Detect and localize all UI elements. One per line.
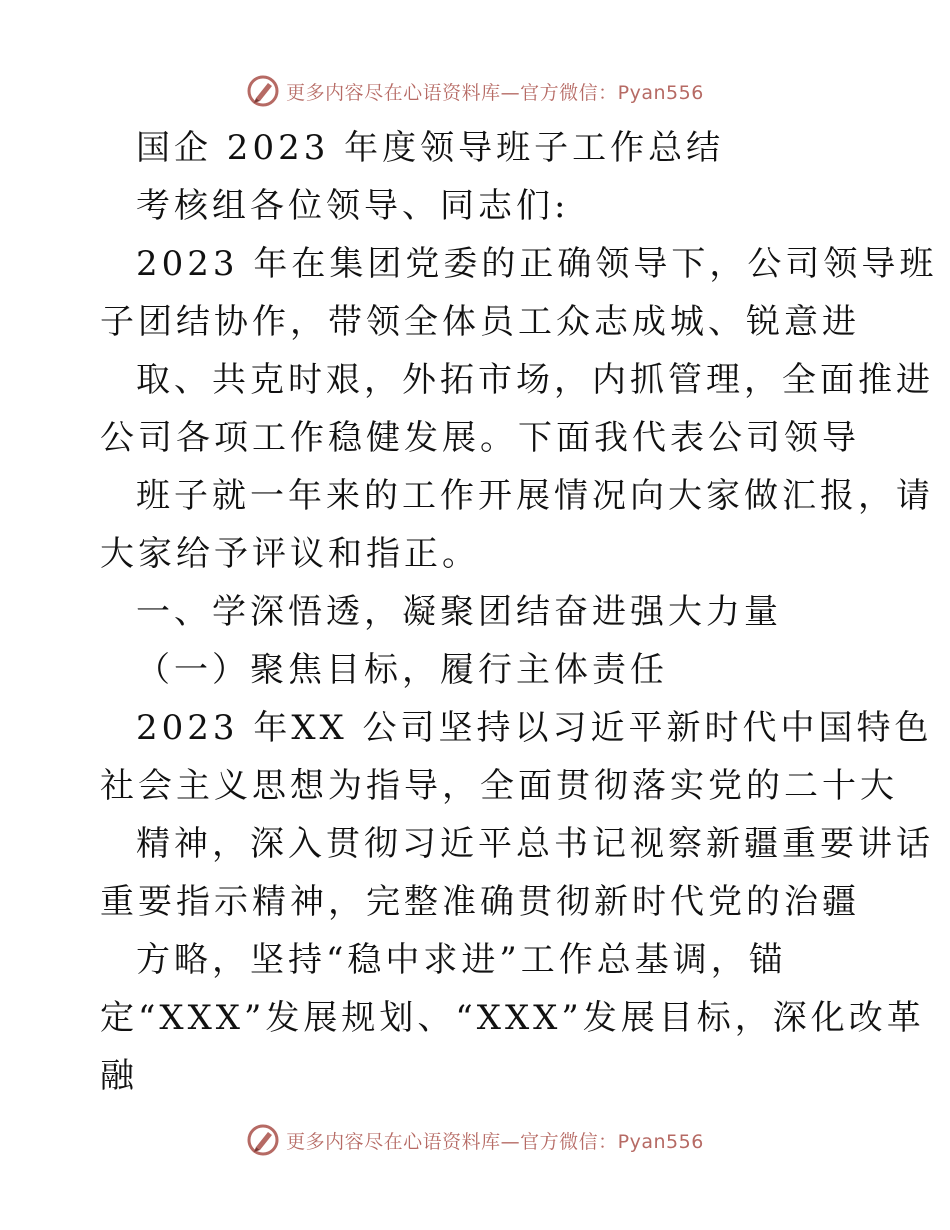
salutation: 考核组各位领导、同志们: — [136, 186, 570, 226]
document-title: 国企 2023 年度领导班子工作总结 — [136, 128, 725, 168]
paragraph-line: 方略，坚持“稳中求进”工作总基调，锚 — [136, 940, 787, 980]
paragraph-line: 子团结协作，带领全体员工众志成城、锐意进 — [100, 302, 860, 342]
pen-logo-icon — [246, 1123, 280, 1157]
paragraph-line: 融 — [100, 1056, 138, 1096]
watermark-footer — [0, 1120, 950, 1160]
paragraph-line: 大家给予评议和指正。 — [100, 534, 480, 574]
paragraph-line: 重要指示精神，完整准确贯彻新时代党的治疆 — [100, 882, 860, 922]
paragraph-line: 2023 年XX 公司坚持以习近平新时代中国特色 — [136, 708, 933, 748]
section-heading: 一、学深悟透，凝聚团结奋进强大力量 — [136, 592, 782, 632]
watermark-text: 更多内容尽在心语资料库—官方微信：Pyan556 — [286, 1130, 704, 1153]
paragraph-line: 取、共克时艰，外拓市场，内抓管理，全面推进 — [136, 360, 934, 400]
watermark-text: 更多内容尽在心语资料库—官方微信：Pyan556 — [286, 81, 704, 104]
paragraph-line: 2023 年在集团党委的正确领导下，公司领导班 — [136, 244, 938, 284]
paragraph-line: 精神，深入贯彻习近平总书记视察新疆重要讲话 — [136, 824, 934, 864]
paragraph-line: 定“XXX”发展规划、“XXX”发展目标，深化改革 — [100, 998, 925, 1038]
subsection-heading: （一）聚焦目标，履行主体责任 — [136, 650, 668, 690]
paragraph-line: 班子就一年来的工作开展情况向大家做汇报，请 — [136, 476, 934, 516]
paragraph-line: 社会主义思想为指导，全面贯彻落实党的二十大 — [100, 766, 898, 806]
paragraph-line: 公司各项工作稳健发展。下面我代表公司领导 — [100, 418, 860, 458]
